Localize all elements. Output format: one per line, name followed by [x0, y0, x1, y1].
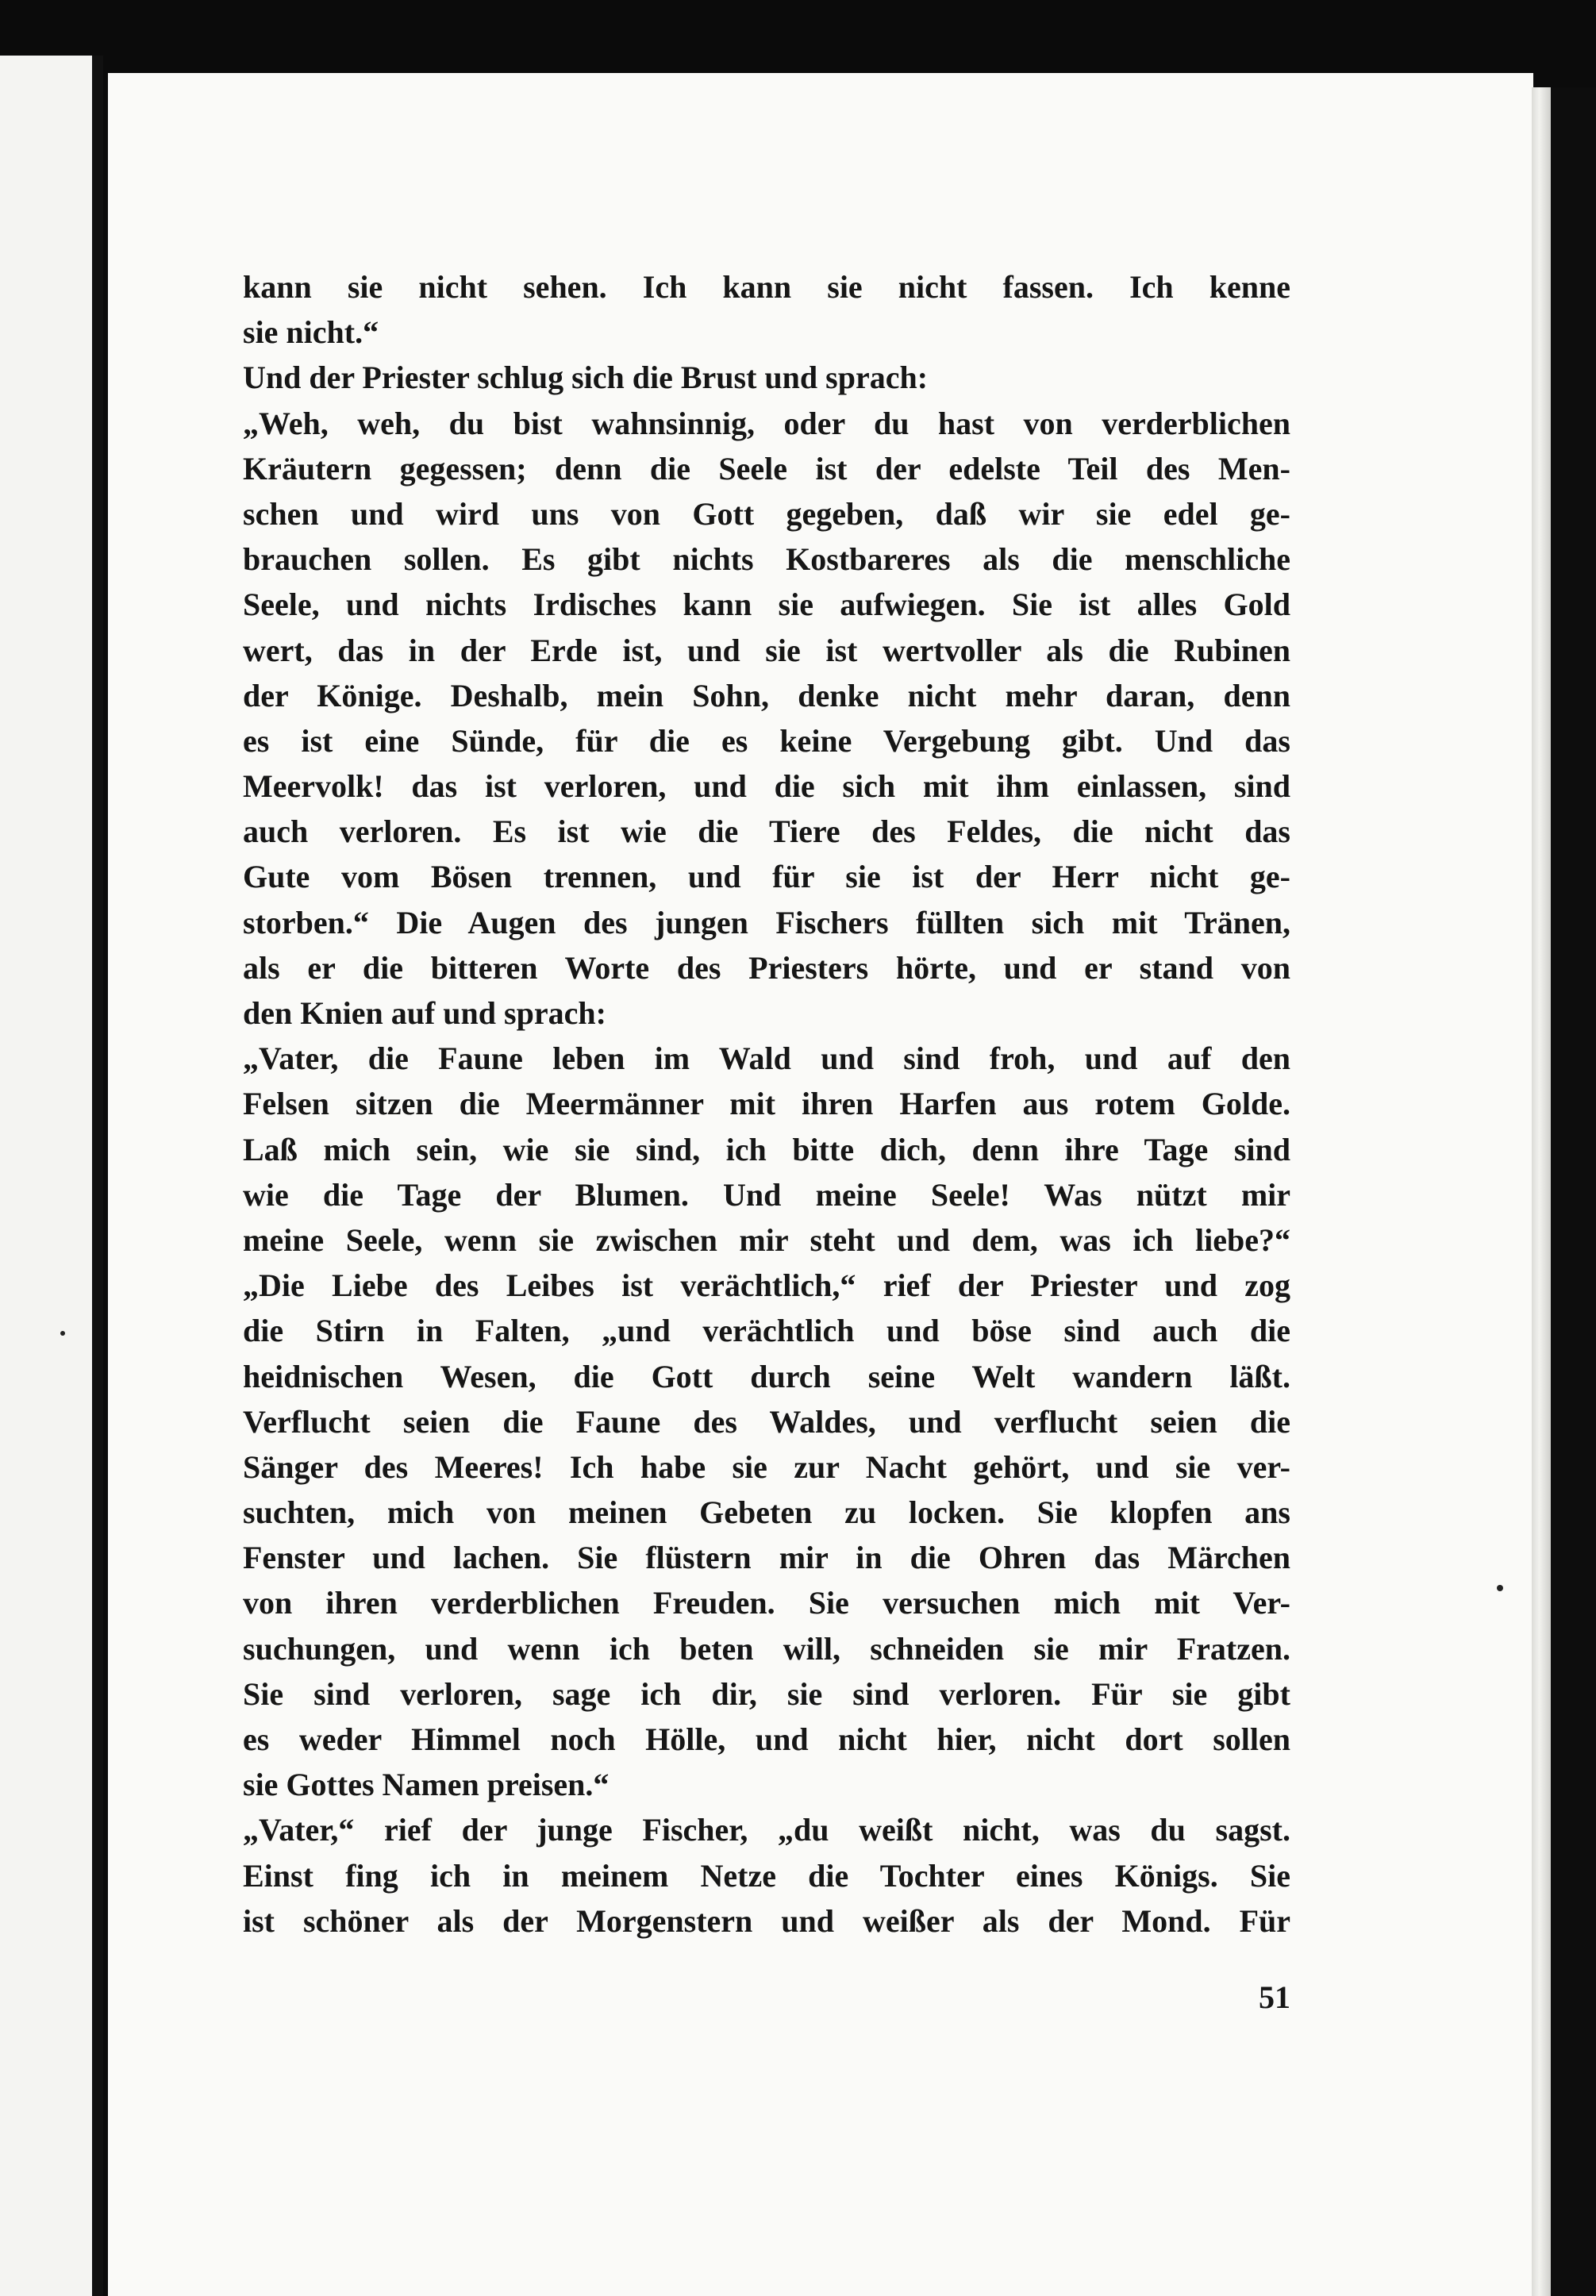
text-line: „Vater, die Faune leben im Wald und sind froh, und auf den	[243, 1040, 1290, 1077]
text-line: Fenster und lachen. Sie flüstern mir in die Ohren das Märchen	[243, 1540, 1290, 1576]
text-line: die Stirn in Falten, „und verächtlich und böse sind auch die	[243, 1313, 1290, 1349]
text-line: Gute vom Bösen trennen, und für sie ist der Herr nicht ge-	[243, 859, 1290, 895]
text-line: sie nicht.“	[243, 314, 379, 351]
previous-page-edge	[0, 56, 102, 2296]
text-line: suchungen, und wenn ich beten will, schneiden sie mir Fratzen.	[243, 1630, 1290, 1667]
body-text	[243, 264, 1290, 1944]
text-line: sie Gottes Namen preisen.“	[243, 1767, 610, 1803]
text-line: es weder Himmel noch Hölle, und nicht hier, nicht dort sollen	[243, 1721, 1290, 1757]
text-line: von ihren verderblichen Freuden. Sie versuchen mich mit Ver-	[243, 1585, 1290, 1621]
page-number: 51	[1259, 1979, 1290, 2015]
text-line: Seele, und nichts Irdisches kann sie aufwiegen. Sie ist alles Gold	[243, 586, 1290, 623]
text-line: wert, das in der Erde ist, und sie ist wertvoller als die Rubinen	[243, 632, 1290, 668]
text-line: Laß mich sein, wie sie sind, ich bitte dich, denn ihre Tage sind	[243, 1131, 1290, 1167]
text-line: ist schöner als der Morgenstern und weißer als der Mond. Für	[243, 1902, 1290, 1939]
text-line: der Könige. Deshalb, mein Sohn, denke nicht mehr daran, denn	[243, 677, 1290, 713]
text-line: Felsen sitzen die Meermänner mit ihren Harfen aus rotem Golde.	[243, 1086, 1290, 1122]
text-line: „Weh, weh, du bist wahnsinnig, oder du hast von verderblichen	[243, 405, 1290, 441]
page-stack-edge	[1532, 87, 1551, 2296]
text-line: „Vater,“ rief der junge Fischer, „du weißt nicht, was du sagst.	[243, 1812, 1290, 1848]
text-line: „Die Liebe des Leibes ist verächtlich,“ rief der Priester und zog	[243, 1267, 1290, 1304]
text-line: suchten, mich von meinen Gebeten zu locken. Sie klopfen ans	[243, 1494, 1290, 1531]
text-line: schen und wird uns von Gott gegeben, daß wir sie edel ge-	[243, 495, 1290, 532]
text-line: Sie sind verloren, sage ich dir, sie sind verloren. Für sie gibt	[243, 1675, 1290, 1712]
text-line: Sänger des Meeres! Ich habe sie zur Nacht gehört, und sie ver-	[243, 1448, 1290, 1485]
text-line: Und der Priester schlug sich die Brust und sprach:	[243, 360, 929, 396]
scan-speck	[1497, 1585, 1503, 1591]
text-line: den Knien auf und sprach:	[243, 995, 606, 1031]
text-line: als er die bitteren Worte des Priesters hörte, und er stand von	[243, 949, 1290, 986]
text-line: Kräutern gegessen; denn die Seele ist der edelste Teil des Men-	[243, 450, 1290, 487]
text-line: Einst fing ich in meinem Netze die Tochter eines Königs. Sie	[243, 1857, 1290, 1894]
scan-border-right	[1551, 87, 1596, 2296]
text-line: auch verloren. Es ist wie die Tiere des Feldes, die nicht das	[243, 813, 1290, 850]
text-line: storben.“ Die Augen des jungen Fischers füllten sich mit Tränen,	[243, 904, 1290, 940]
text-line: kann sie nicht sehen. Ich kann sie nicht fassen. Ich kenne	[243, 269, 1290, 305]
text-line: Verflucht seien die Faune des Waldes, und verflucht seien die	[243, 1403, 1290, 1440]
text-line: wie die Tage der Blumen. Und meine Seele! Was nützt mir	[243, 1176, 1290, 1213]
scan-speck	[60, 1331, 65, 1336]
text-line: meine Seele, wenn sie zwischen mir steht und dem, was ich liebe?“	[243, 1221, 1290, 1258]
text-line: Meervolk! das ist verloren, und die sich mit ihm einlassen, sind	[243, 768, 1290, 805]
text-line: es ist eine Sünde, für die es keine Vergebung gibt. Und das	[243, 722, 1290, 759]
text-line: heidnischen Wesen, die Gott durch seine Welt wandern läßt.	[243, 1358, 1290, 1394]
text-line: brauchen sollen. Es gibt nichts Kostbareres als die menschliche	[243, 541, 1290, 578]
page-gutter	[92, 56, 103, 2296]
